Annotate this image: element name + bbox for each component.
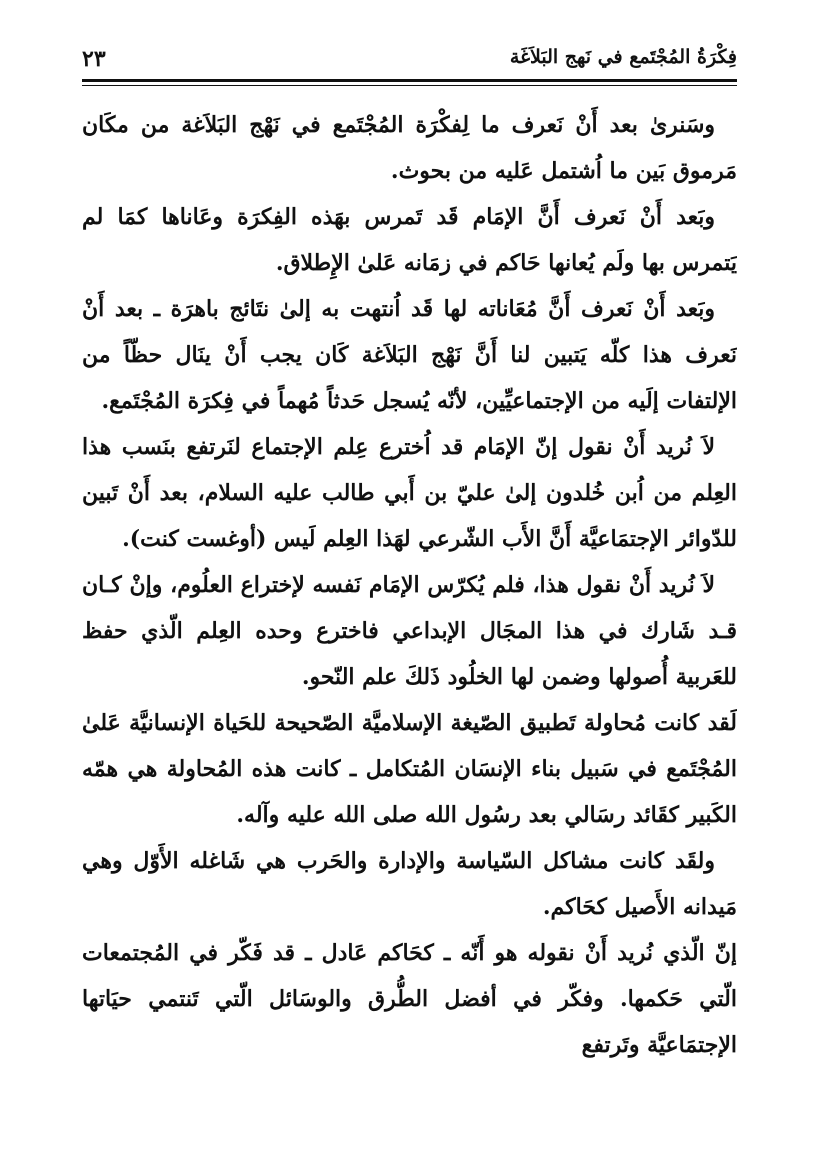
header-rule-thin [82,85,737,86]
paragraph: لاَ نُريد أَنْ نقول إنّ الإمَام قد اُخترع عِلم الإجتماع لنَرتفع بنَسب هذا العِلم من اُبن خُلدون إلىٰ عليّ بن أَبي طالب عليه السلام، بعد أَنْ تَبين للدّوائر الإجتمَاعيَّة أَنَّ الأَب الشّرعي لهَذا العِلم لَيس (أوغست كنت). [82,434,737,552]
paragraph: ولقَد كانت مشاكل السّياسة والإدارة والحَرب هي شَاغله الأَوّل وهي مَيدانه الأَصيل كحَاكم. [82,848,737,920]
running-title: فِكْرَةُ المُجْتَمع في نَهج البَلاَغَة [509,46,737,68]
paragraph: لَقد كانت مُحاولة تَطبيق الصّيغة الإسلاميَّة الصّحيحة للحَياة الإنسانيَّة عَلىٰ المُجْتَمع في سَبيل بناء الإنسَان المُتكامل ـ كانت هذه المُحاولة هي همّه الكَبير كقَائد رسَالي بعد رسُول الله صلى الله عليه وآله. [82,710,737,828]
paragraph: وبَعد أَنْ نَعرف أَنَّ الإمَام قَد تَمرس بهَذه الفِكرَة وعَاناها كمَا لم يَتمرس بها ولَم يُعانها حَاكم في زمَانه عَلىٰ الإِطلاق. [82,204,737,276]
paragraph: إنّ الّذي نُريد أَنْ نقوله هو أَنّه ـ كحَاكم عَادل ـ قد فَكّر في المُجتمعات الّتي حَكمها. وفكّر في أفضل الطُّرق والوسَائل الّتي تَنتمي حيَاتها الإجتمَاعيَّة وتَرتفع [82,940,737,1058]
paragraph: لاَ نُريد أَنْ نقول هذا، فلم يُكرّس الإمَام نَفسه لإختراع العلُوم، وإنْ كـان قـد شَارك في هذا المجَال الإبداعي فاخترع وحده العِلم الّذي حفظ للعَربية أُصولها وضمن لها الخلُود ذَلكَ علم النّحو. [82,572,737,690]
header-rule-thick [82,79,737,82]
paragraph: وسَنرىٰ بعد أَنْ نَعرف ما لِفكْرَة المُجْتَمع في نَهْج البَلاَغة من مكَان مَرموق بَين ما اُشتمل عَليه من بحوث. [82,112,737,184]
body-text [82,102,737,1142]
page-header [82,40,737,88]
paragraph: وبَعد أَنْ نَعرف أَنَّ مُعَاناته لها قَد اُنتهت به إلىٰ نتَائج باهرَة ـ بعد أَنْ نَعرف هذا كلّه يَتبين لنا أَنَّ نَهْج البَلاَغة كَان يجب أَنْ ينَال حظّاً من الإلتفات إلَيه من الإجتماعيِّين، لأنّه يُسجل حَدثاً مُهماً في فِكرَة المُجْتَمع. [82,296,737,414]
page-number: ٢٣ [82,46,106,72]
